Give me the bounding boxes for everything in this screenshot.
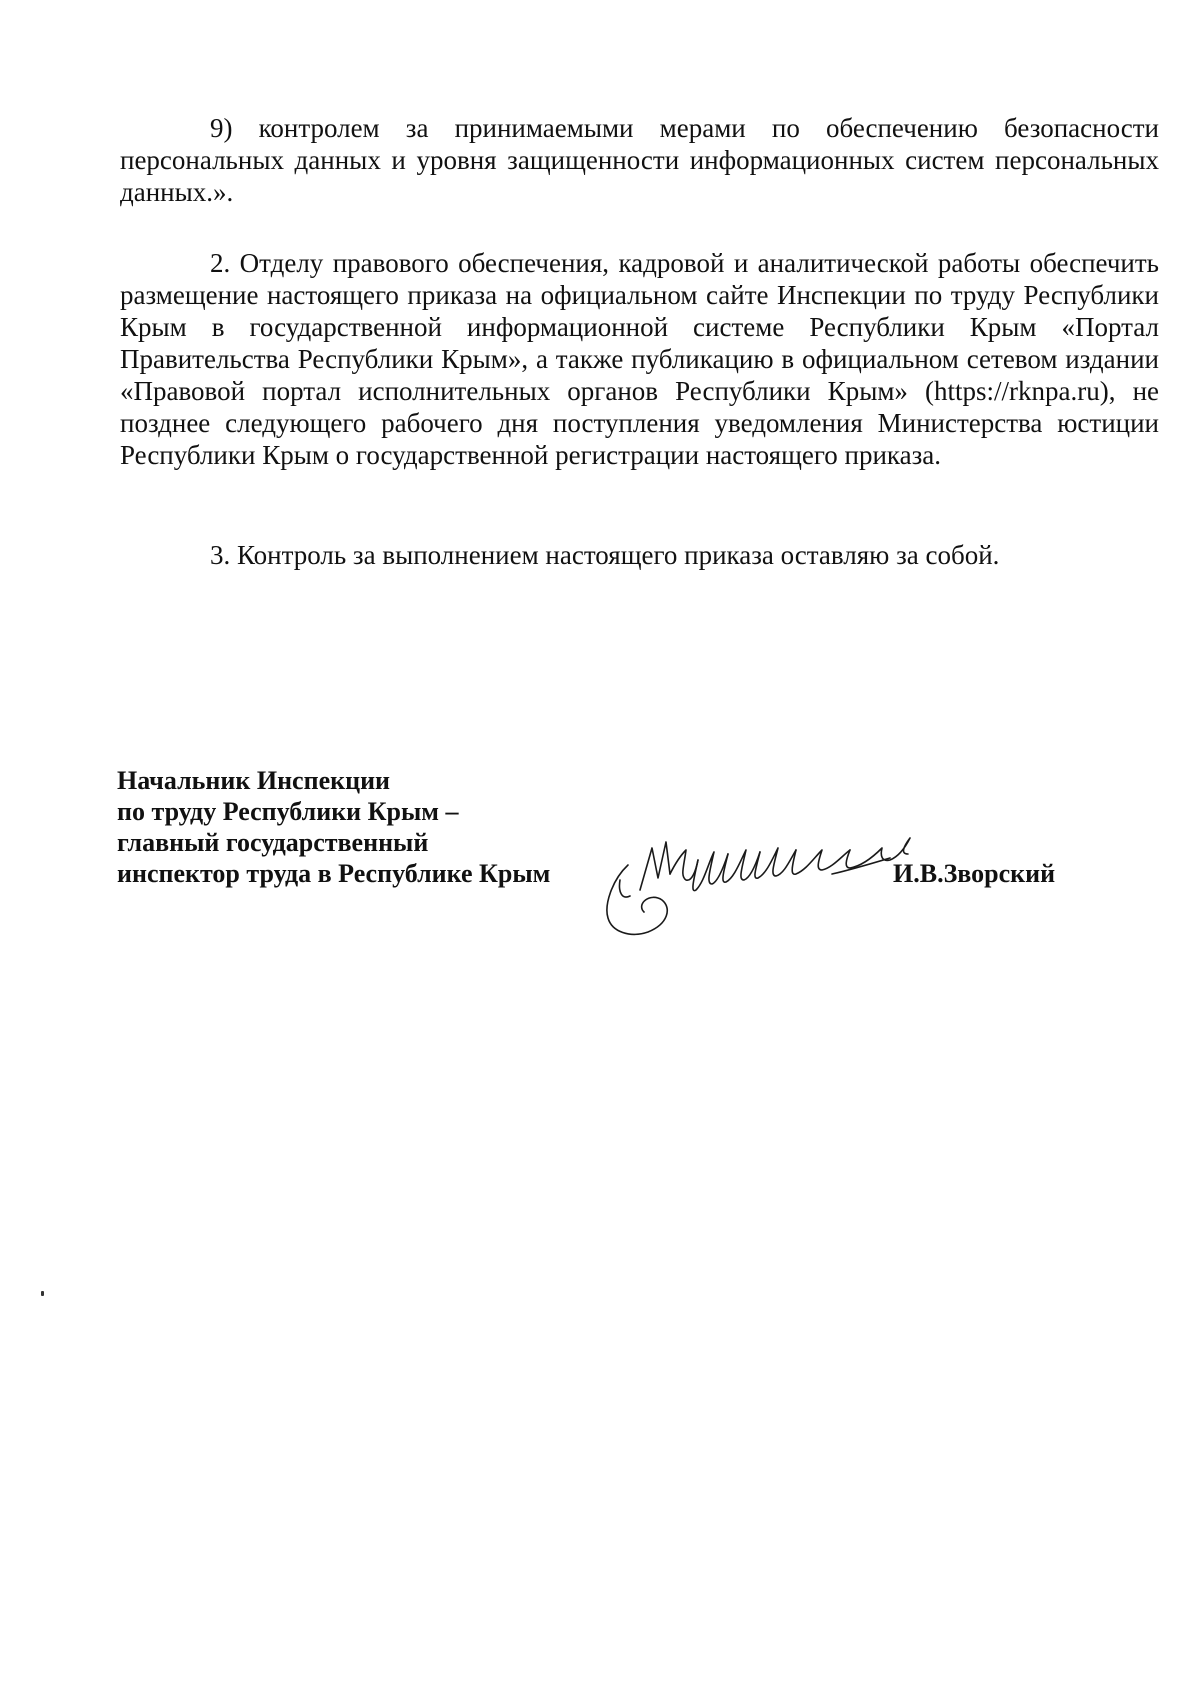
- paragraph-control: 3. Контроль за выполнением настоящего приказа оставляю за собой.: [210, 540, 1000, 570]
- signatory-title-line: Начальник Инспекции: [117, 766, 391, 795]
- signatory-title-line: главный государственный: [117, 828, 429, 857]
- signatory-name: И.В.Зворский: [893, 859, 1056, 888]
- signatory-title-line: инспектор труда в Республике Крым: [117, 859, 551, 888]
- signatory-title-line: по труду Республики Крым –: [117, 797, 459, 826]
- paragraph-item-9: 9) контролем за принимаемыми мерами по обеспечению безопасности персональных данных и уровня защищенности информационных систем персональных данных.».: [120, 113, 1159, 207]
- scan-speck: [41, 1291, 44, 1296]
- paragraph-publication-order: 2. Отделу правового обеспечения, кадровой и аналитической работы обеспечить размещение настоящего приказа на официальном сайте Инспекции по труду Республики Крым в государственной информационной системе Республики Крым «Портал Правительства Республики Крым», а также публикацию в официальном сетевом издании «Правовой портал исполнительных органов Республики Крым» (https://rknpa.ru), не позднее следующего рабочего дня поступления уведомления Министерства юстиции Республики Крым о государственной регистрации настоящего приказа.: [120, 248, 1159, 470]
